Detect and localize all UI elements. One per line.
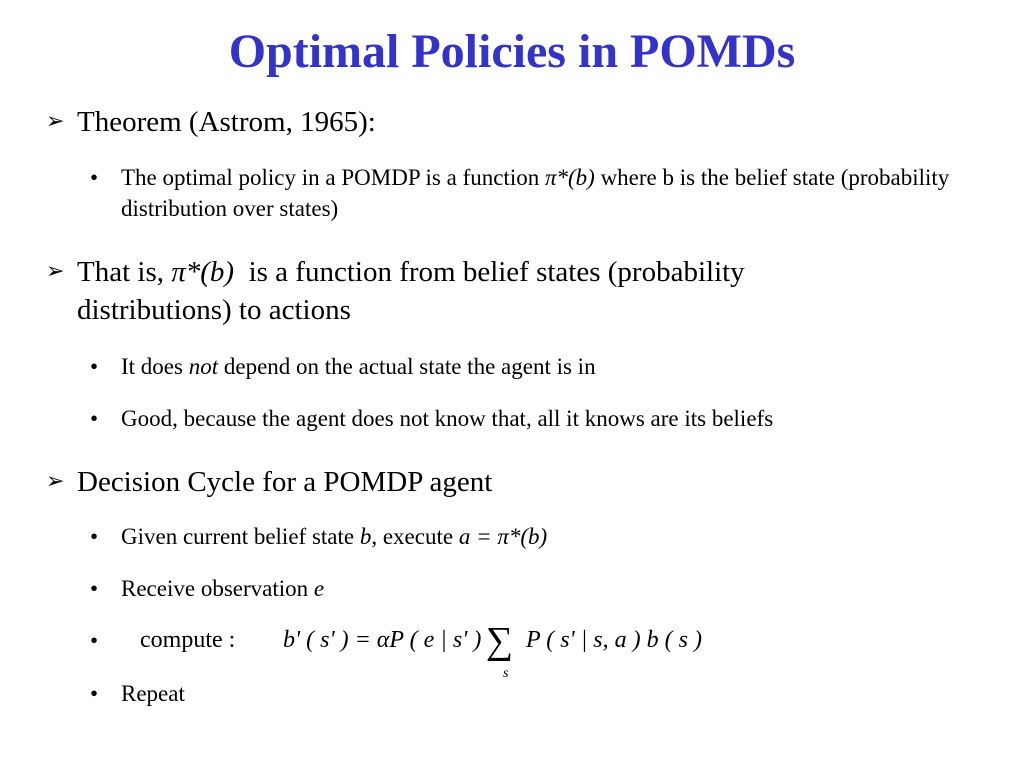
- bullet-that-is: [46, 253, 897, 329]
- bullet-dot-icon: •: [90, 354, 99, 379]
- sub-bullet-optimal-policy: [90, 162, 991, 224]
- bullet-theorem: [46, 103, 897, 141]
- sub-bullet-text: Good, because the agent does not know that, all it knows are its beliefs: [121, 406, 774, 431]
- sub-bullet-repeat: [90, 678, 991, 709]
- formula-rhs: P ( s' | s, a ) b ( s ): [526, 627, 702, 653]
- arrow-bullet-icon: ➢: [46, 469, 65, 494]
- formula-lhs: b' ( s' ) = αP ( e | s' ): [283, 627, 482, 653]
- sub-bullet-text: It does not depend on the actual state the agent is in: [121, 354, 596, 379]
- formula-label: compute :: [140, 627, 236, 653]
- bullet-dot-icon: •: [90, 681, 99, 706]
- sub-bullet-not-depend: [90, 351, 991, 382]
- sub-bullet-good-because: [90, 403, 991, 434]
- sub-bullet-text: The optimal policy in a POMDP is a function π*(b) where b is the belief state (probability distribution over states): [121, 165, 950, 221]
- sub-bullet-text: Receive observation e: [121, 576, 325, 601]
- sub-bullet-text: Repeat: [121, 681, 185, 706]
- bullet-dot-icon: •: [90, 406, 99, 431]
- bullet-text: Decision Cycle for a POMDP agent: [77, 466, 493, 498]
- arrow-bullet-icon: ➢: [46, 259, 65, 284]
- summation-subscript: s: [503, 666, 509, 681]
- sub-bullet-text: Given current belief state b, execute a = π*(b): [121, 524, 548, 549]
- bullet-dot-icon: •: [90, 628, 99, 653]
- summation-icon: ∑: [486, 623, 514, 662]
- slide-title: Optimal Policies in POMDs: [228, 25, 796, 78]
- bullet-text: Theorem (Astrom, 1965):: [77, 106, 376, 138]
- bullet-decision-cycle: [46, 463, 897, 501]
- bullet-dot-icon: •: [90, 165, 99, 190]
- sub-bullet-given-belief: [90, 521, 991, 552]
- arrow-bullet-icon: ➢: [46, 109, 65, 134]
- bullet-text: That is, π*(b) is a function from belief states (probability distributions) to actions: [77, 256, 752, 326]
- sub-bullet-receive-observation: [90, 573, 991, 604]
- bullet-dot-icon: •: [90, 524, 99, 549]
- bullet-dot-icon: •: [90, 576, 99, 601]
